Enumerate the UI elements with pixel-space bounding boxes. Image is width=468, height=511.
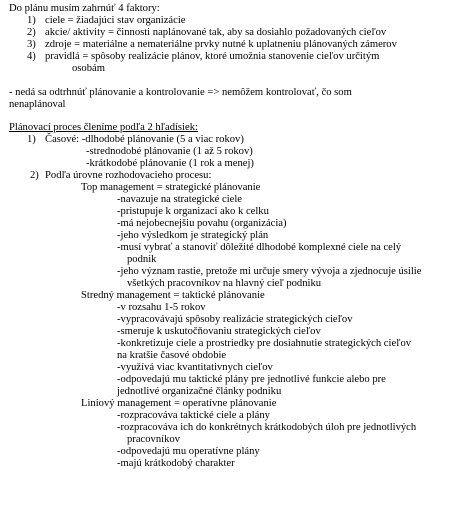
factor-item: zdroje = materiálne a nemateriálne prvky nutné k uplatneniu plánovaných zámerov bbox=[45, 39, 397, 50]
factor-number: 4) bbox=[27, 51, 36, 62]
top-management-point: -jeho význam rastie, pretože mi určuje smery vývoja a zjednocuje úsilie bbox=[117, 266, 422, 277]
section-heading: Plánovací proces členíme podľa 2 hľadísiek: bbox=[9, 122, 198, 133]
top-management-point: -má nejobecnejšiu povahu (organizácia) bbox=[117, 218, 287, 229]
middle-management-point: -využívá viac kvantitativnych cieľov bbox=[117, 362, 273, 373]
aspect-number: 2) bbox=[30, 170, 39, 181]
middle-management-point: -odpovedajú mu taktické plány pre jednotlivé funkcie alebo pre bbox=[117, 374, 386, 385]
planning-control-note-continuation: nenaplánoval bbox=[9, 99, 66, 110]
factor-number: 2) bbox=[27, 27, 36, 38]
top-management-title: Top management = strategické plánovanie bbox=[81, 182, 261, 193]
top-management-point: -musí vybrať a stanoviť dôležité dlhodobé komplexné ciele na celý bbox=[117, 242, 402, 253]
top-management-point: -navazuje na strategické ciele bbox=[117, 194, 242, 205]
middle-management-point: -vypracovávajú spôsoby realizácie strategických cieľov bbox=[117, 314, 353, 325]
line-management-point: -majú krátkodobý charakter bbox=[117, 458, 235, 469]
middle-management-title: Stredný management = taktické plánovanie bbox=[81, 290, 265, 301]
top-management-point-continuation: podnik bbox=[127, 254, 157, 265]
factor-number: 1) bbox=[27, 15, 36, 26]
middle-management-point: -v rozsahu 1-5 rokov bbox=[117, 302, 206, 313]
line-management-point: -rozpracováva ich do konkrétnych krátkodobých úloh pre jednotlivých bbox=[117, 422, 417, 433]
middle-management-point: -smeruje k uskutočňovaniu strategických cieľov bbox=[117, 326, 321, 337]
time-aspect-item: -krátkodobé plánovanie (1 rok a menej) bbox=[86, 158, 254, 169]
factor-item: akcie/ aktivity = činnosti naplánované tak, aby sa dosiahlo požadovaných cieľov bbox=[45, 27, 387, 38]
factor-number: 3) bbox=[27, 39, 36, 50]
time-aspect-item: -strednodobé plánovanie (1 až 5 rokov) bbox=[86, 146, 253, 157]
middle-management-point-continuation: na kratšie časové obdobie bbox=[117, 350, 227, 361]
middle-management-point-continuation: jednotlivé organizačné články podniku bbox=[117, 386, 282, 397]
time-aspect: Časové: -dlhodobé plánovanie (5 a viac rokov) bbox=[45, 134, 244, 145]
line-management-point: -odpovedajú mu operatívne plány bbox=[117, 446, 260, 457]
factor-item: ciele = žiadajúci stav organizácie bbox=[45, 15, 186, 26]
top-management-point: -pristupuje k organizaci ako k celku bbox=[117, 206, 269, 217]
line-management-title: Liniový management = operatívne plánovanie bbox=[81, 398, 277, 409]
factor-item: pravidlá = spôsoby realizácie plánov, ktoré umožnia stanovenie cieľov určitým bbox=[45, 51, 380, 62]
line-management-point: -rozpracováva taktické ciele a plány bbox=[117, 410, 270, 421]
aspect-number: 1) bbox=[27, 134, 36, 145]
planning-control-note: - nedá sa odtrhnúť plánovanie a kontrolovanie => nemôžem kontrolovať, čo som bbox=[9, 87, 352, 98]
line-management-point-continuation: pracovníkov bbox=[127, 434, 180, 445]
factor-item-continuation: osobám bbox=[72, 63, 105, 74]
decision-level-aspect: Podľa úrovne rozhodovacieho procesu: bbox=[45, 170, 212, 181]
middle-management-point: -konkretizuje ciele a prostriedky pre dosiahnutie strategických cieľov bbox=[117, 338, 412, 349]
top-management-point-continuation: všetkých pracovníkov na hlavný cieľ podniku bbox=[127, 278, 322, 289]
factors-intro: Do plánu musím zahrnúť 4 faktory: bbox=[9, 3, 160, 14]
top-management-point: -jeho výsledkom je strategický plán bbox=[117, 230, 269, 241]
